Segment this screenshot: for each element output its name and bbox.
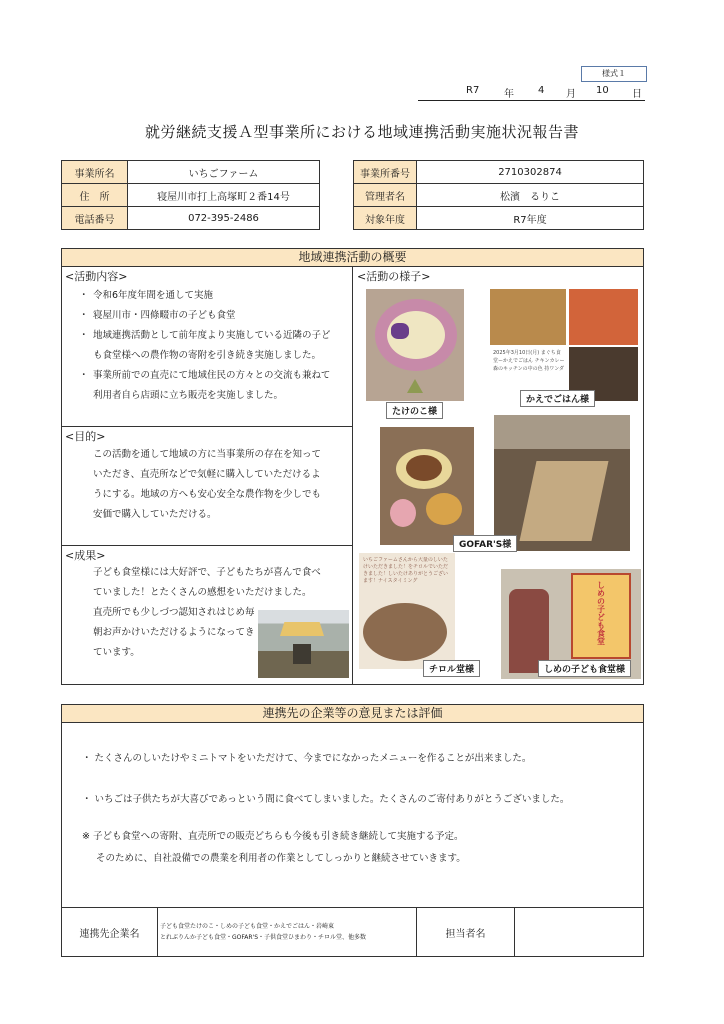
wall-shape — [494, 415, 630, 449]
address-value: 寝屋川市打上高塚町２番14号 — [128, 184, 320, 207]
tent-shape — [280, 622, 324, 636]
bowl-shape — [426, 493, 462, 525]
tomato-image — [569, 289, 638, 345]
staff-label: 担当者名 — [417, 908, 515, 957]
food-tray-image — [490, 289, 566, 345]
list-item: ・ 寝屋川市・四條畷市の子ども食堂 — [79, 306, 334, 326]
address-label: 住 所 — [62, 184, 128, 207]
manager-value: 松濱 るりこ — [417, 184, 644, 207]
mushroom-shape — [406, 455, 442, 481]
report-date — [418, 84, 645, 101]
caption-shime: しめの子ども食堂様 — [538, 660, 631, 677]
bowl-shape — [390, 499, 416, 527]
partner-table — [61, 907, 644, 957]
sign-board — [571, 573, 631, 659]
list-item: ・ 事業所前での直売にて地域住民の方々との交流も兼ねて利用者自ら店頭に立ち販売を実施しました。 — [79, 366, 334, 406]
activity-content-list — [79, 286, 334, 406]
page-title: 就労継続支援Ａ型事業所における地域連携活動実施状況報告書 — [144, 123, 579, 141]
stand-shape — [293, 644, 311, 664]
result-text-1: 子ども食堂様には大好評で、子どもたちが喜んで食べていました！とたくさんの感想をいただけました。 — [93, 567, 321, 598]
purpose-heading: <目的> — [65, 430, 106, 443]
phone-label: 電話番号 — [62, 207, 128, 230]
note-text: 2025年3月10日(月) まぐち食堂ーかえでごはん チキンカレー 森のキッチンの中の色 持ワンダ — [493, 350, 565, 372]
gofars-photo-kids — [494, 415, 630, 551]
leaf-shape — [407, 379, 423, 393]
date-day: 10 — [596, 85, 609, 96]
form-number: 様式１ — [581, 66, 647, 82]
office-number-label: 事業所番号 — [354, 161, 417, 184]
info-row — [62, 184, 320, 207]
activity-content-block — [62, 267, 352, 427]
manager-label: 管理者名 — [354, 184, 417, 207]
target-year-value: R7年度 — [417, 207, 644, 230]
direct-sale-photo — [258, 610, 349, 678]
partner-label: 連携先企業名 — [62, 908, 158, 957]
purpose-text: この活動を通して地域の方に当事業所の存在を知っていただき、直売所などで気軽に購入していただけるようにする。地域の方へも安心安全な農作物を少しでも安価で購入していただける。 — [93, 449, 322, 520]
list-item: ・ 令和6年度年間を通して実施 — [79, 286, 334, 306]
result-text-2: 直売所でも少しづつ認知されはじめ毎朝お声かけいただけるようになってきています。 — [93, 607, 255, 658]
date-month: 4 — [538, 85, 545, 96]
target-year-label: 対象年度 — [354, 207, 417, 230]
info-row — [62, 161, 320, 184]
date-month-unit: 月 — [566, 89, 576, 100]
evaluation-note-1: ※ 子ども食堂への寄附、直売所での販売どちらも今後も引き続き継続して実施する予定。 — [82, 831, 464, 842]
date-era-year: R7 — [466, 85, 480, 96]
office-info-table — [61, 160, 320, 230]
phone-value: 072-395-2486 — [128, 207, 320, 230]
sign-text: しめの子ども食堂 — [596, 581, 606, 645]
activity-content-heading: <活動内容> — [65, 270, 128, 283]
partner-names-line-1: 子ども食堂たけのこ・しめの子ども食堂・かえでごはん・岩崎東 — [160, 923, 335, 930]
evaluation-line-1: ・ たくさんのしいたけやミニトマトをいただけて、今までになかったメニューを作ることが出来ました。 — [82, 753, 532, 764]
caption-tirol: チロル堂様 — [423, 660, 480, 677]
partner-names-line-2: とれぶりんか子ども食堂・GOFAR'S・子供食堂ひまわり・チロル堂、他多数 — [160, 934, 367, 941]
overview-left-column — [62, 267, 353, 684]
office-name-label: 事業所名 — [62, 161, 128, 184]
info-row — [354, 207, 644, 230]
caption-gofars: GOFAR'S様 — [453, 535, 517, 552]
info-row — [62, 207, 320, 230]
evaluation-header: 連携先の企業等の意見または評価 — [62, 705, 643, 723]
caption-kaede-gohan: かえでごはん様 — [520, 390, 595, 407]
mushroom-pile-shape — [363, 603, 447, 661]
purpose-block — [62, 427, 352, 546]
activity-photos — [353, 267, 643, 684]
info-row — [354, 161, 644, 184]
tirol-photo — [359, 553, 455, 669]
result-heading: <成果> — [65, 549, 106, 562]
evaluation-line-2: ・ いちごは子供たちが大喜びであっという間に食べてしまいました。たくさんのご寄付ありがとうございました。 — [82, 794, 570, 805]
office-name-value: いちごファーム — [128, 161, 320, 184]
overview-section — [61, 248, 644, 685]
evaluation-section — [61, 704, 644, 957]
result-block — [62, 546, 352, 684]
info-row — [354, 184, 644, 207]
date-year-unit: 年 — [504, 89, 514, 100]
table-shape — [519, 461, 608, 541]
photos-heading: <活動の様子> — [357, 270, 431, 283]
list-item: ・ 地域連携活動として前年度より実施している近隣の子ども食堂様への農作物の寄附を引き続き実施しました。 — [79, 326, 334, 366]
overview-header: 地域連携活動の概要 — [62, 249, 643, 267]
gofars-photo-food — [380, 427, 474, 545]
partner-names — [158, 908, 417, 957]
insta-text: いちごファームさんから大量のしいたけいただきました！をチロルでいただきました！しいたけありがとうございます！ナイスタイミング — [363, 557, 449, 584]
office-number-value: 2710302874 — [417, 161, 644, 184]
caption-takenoko: たけのこ様 — [386, 402, 443, 419]
office-id-table — [353, 160, 644, 230]
kaede-gohan-photo — [490, 289, 638, 401]
evaluation-note-2: そのために、自社設備での農業を利用者の作業としてしっかりと継続させていきます。 — [96, 853, 466, 864]
date-day-unit: 日 — [632, 89, 642, 100]
staff-value — [515, 908, 644, 957]
takenoko-photo — [366, 289, 464, 401]
partner-row — [62, 908, 644, 957]
purple-food-shape — [391, 323, 409, 339]
